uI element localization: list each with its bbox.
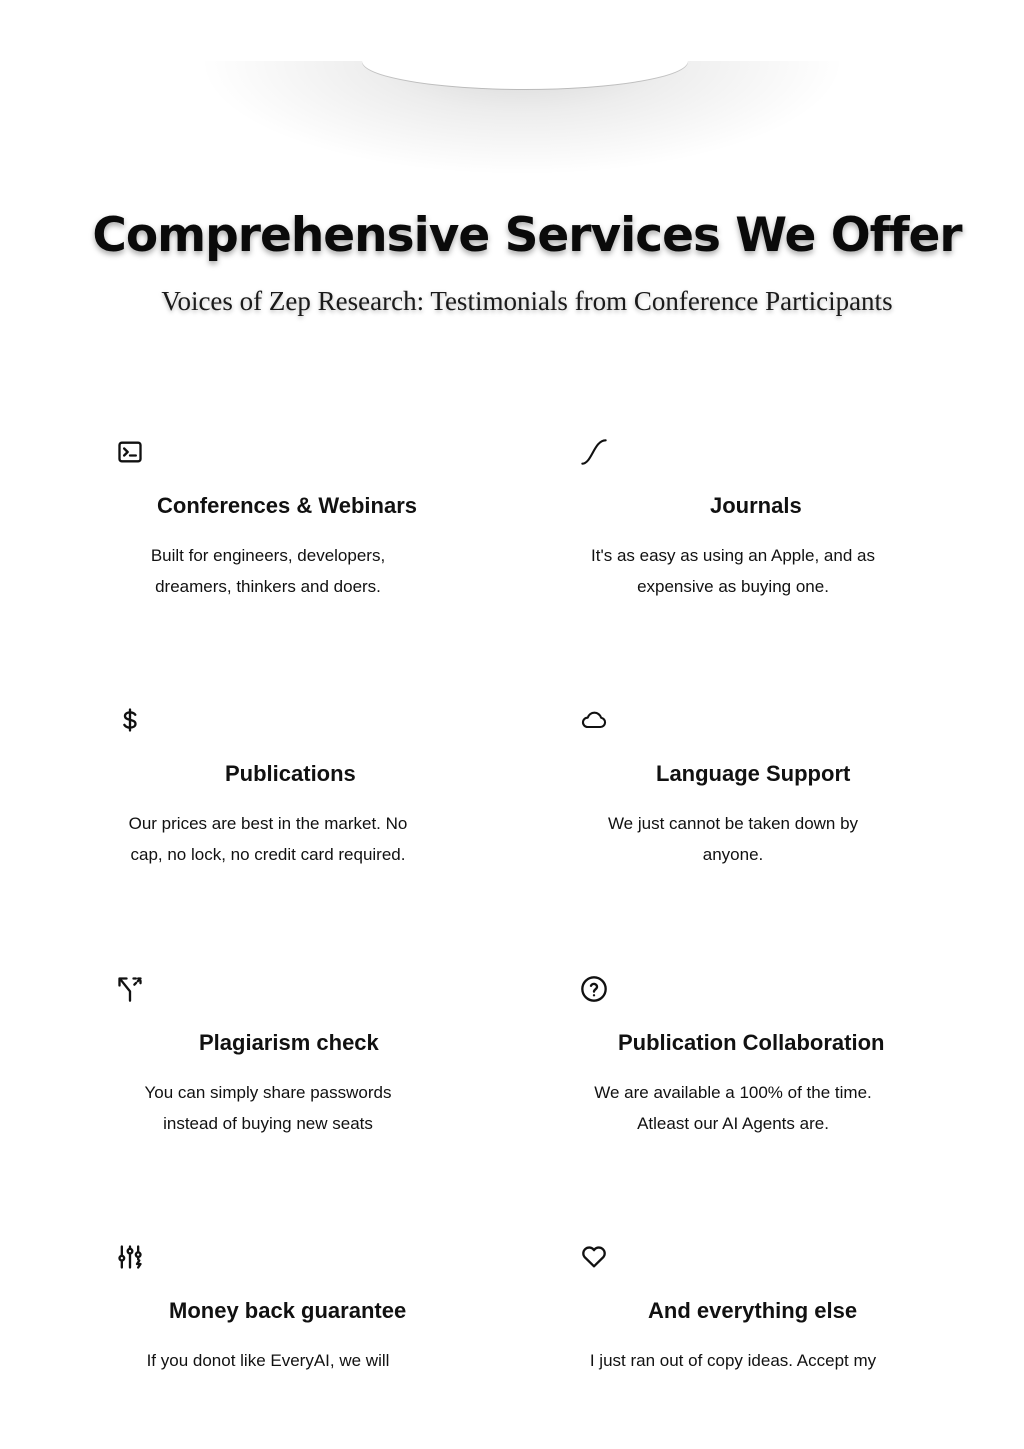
service-title: Language Support (656, 761, 851, 786)
service-title: Conferences & Webinars (157, 493, 418, 518)
service-card-everything-else (580, 1243, 940, 1433)
service-title: Journals (710, 493, 802, 518)
service-description: We are available a 100% of the time. Atleast our AI Agents are. (594, 1083, 872, 1133)
service-card-publications (116, 706, 476, 896)
service-card-plagiarism-check (116, 975, 476, 1165)
service-description: Our prices are best in the market. No cap, no lock, no credit card required. (128, 814, 408, 864)
service-card-money-back-guarantee (116, 1243, 476, 1433)
service-description: You can simply share passwords instead of buying new seats (144, 1083, 392, 1133)
cloud-icon (580, 706, 608, 734)
page-subtitle: Voices of Zep Research: Testimonials from Conference Participants (161, 286, 893, 316)
page-title: Comprehensive Services We Offer (92, 208, 962, 263)
service-description: If you donot like EveryAI, we will (146, 1351, 390, 1370)
decorative-arc-cutout (362, 0, 688, 89)
service-card-publication-collaboration (580, 975, 940, 1165)
service-description: We just cannot be taken down by anyone. (607, 814, 859, 864)
service-card-conferences (116, 438, 476, 628)
service-title: And everything else (648, 1298, 858, 1323)
service-card-language-support (580, 706, 940, 896)
service-card-journals (580, 438, 940, 628)
service-description: It's as easy as using an Apple, and as expensive as buying one. (591, 546, 875, 596)
service-title: Publications (225, 761, 356, 786)
dollar-icon (116, 706, 144, 734)
service-description: I just ran out of copy ideas. Accept my (589, 1351, 877, 1370)
curve-icon (580, 438, 608, 466)
decorative-shadow-arc (200, 61, 844, 181)
terminal-icon (116, 438, 144, 466)
service-title: Plagiarism check (199, 1030, 379, 1055)
adjustments-bolt-icon (116, 1243, 144, 1271)
route-split-icon (116, 975, 144, 1003)
heart-icon (580, 1243, 608, 1271)
service-title: Money back guarantee (169, 1298, 407, 1323)
service-description: Built for engineers, developers, dreamers, thinkers and doers. (150, 546, 386, 596)
service-title: Publication Collaboration (618, 1030, 885, 1055)
help-circle-icon (580, 975, 608, 1003)
